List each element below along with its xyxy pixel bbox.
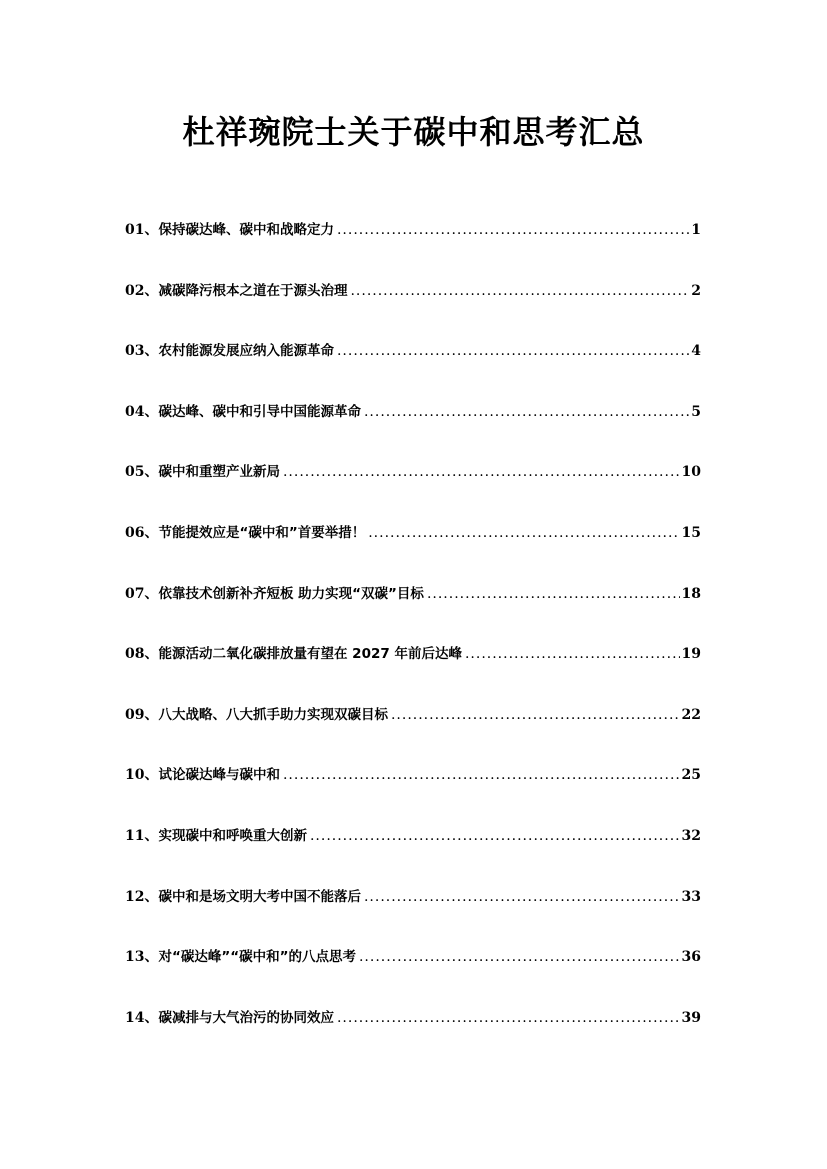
toc-dot-leader (364, 399, 689, 425)
toc-entry-number: 11、 (125, 827, 159, 844)
toc-dot-leader (359, 944, 680, 970)
toc-dot-leader (283, 762, 680, 788)
toc-entry[interactable] (125, 338, 701, 399)
toc-dot-leader (337, 217, 689, 243)
toc-entry[interactable] (125, 884, 701, 945)
toc-entry[interactable] (125, 702, 701, 763)
toc-entry-title: 减碳降污根本之道在于源头治理 (158, 282, 348, 299)
toc-entry[interactable] (125, 399, 701, 460)
toc-entry-number: 10、 (125, 767, 159, 784)
toc-entry-number: 09、 (125, 706, 159, 723)
toc-dot-leader (368, 520, 679, 546)
toc-entry-page: 25 (681, 767, 701, 784)
toc-entry-title: 碳减排与大气治污的协同效应 (158, 1009, 334, 1026)
toc-entry-page: 15 (681, 524, 701, 541)
toc-entry-number: 02、 (125, 282, 159, 299)
toc-entry[interactable] (125, 459, 701, 520)
toc-entry-title: 对“碳达峰”“碳中和”的八点思考 (158, 949, 356, 966)
toc-entry-number: 03、 (125, 343, 159, 360)
toc-entry-page: 2 (691, 282, 701, 299)
toc-entry[interactable] (125, 823, 701, 884)
toc-entry[interactable] (125, 1005, 701, 1066)
toc-dot-leader (391, 702, 680, 728)
toc-entry-title: 节能提效应是“碳中和”首要举措！ (158, 524, 366, 541)
toc-dot-leader (427, 581, 680, 607)
toc-entry-page: 22 (681, 706, 701, 723)
toc-entry-title: 能源活动二氧化碳排放量有望在 2027 年前后达峰 (158, 646, 462, 663)
toc-entry-number: 06、 (125, 524, 159, 541)
toc-entry-title: 农村能源发展应纳入能源革命 (158, 343, 334, 360)
toc-entry-title: 碳中和是场文明大考中国不能落后 (158, 888, 361, 905)
toc-entry-page: 18 (681, 585, 701, 602)
toc-entry-number: 01、 (125, 222, 159, 238)
toc-entry-title: 八大战略、八大抓手助力实现双碳目标 (158, 706, 388, 723)
toc-entry[interactable] (125, 641, 701, 702)
toc-entry-title: 碳中和重塑产业新局 (158, 464, 280, 481)
toc-dot-leader (465, 641, 680, 667)
toc-entry-title: 实现碳中和呼唤重大创新 (158, 827, 307, 844)
toc-entry[interactable] (125, 944, 701, 1005)
table-of-contents (125, 217, 701, 1065)
toc-entry[interactable] (125, 520, 701, 581)
toc-entry[interactable] (125, 762, 701, 823)
toc-entry-page: 33 (681, 888, 701, 905)
toc-dot-leader (283, 459, 680, 485)
toc-entry-number: 05、 (125, 464, 159, 481)
toc-entry-number: 13、 (125, 949, 159, 966)
toc-dot-leader (364, 884, 680, 910)
toc-entry-title: 碳达峰、碳中和引导中国能源革命 (158, 403, 361, 420)
toc-entry-number: 04、 (125, 403, 159, 420)
toc-entry[interactable] (125, 278, 701, 339)
toc-entry-page: 10 (681, 464, 701, 481)
toc-entry-page: 5 (691, 403, 701, 420)
toc-entry-title: 保持碳达峰、碳中和战略定力 (158, 222, 334, 238)
toc-dot-leader (337, 1005, 680, 1031)
toc-entry-number: 12、 (125, 888, 159, 905)
toc-entry-number: 07、 (125, 585, 159, 602)
toc-entry-number: 08、 (125, 646, 159, 663)
toc-entry[interactable] (125, 581, 701, 642)
toc-entry-number: 14、 (125, 1009, 159, 1026)
toc-entry-page: 32 (681, 827, 701, 844)
toc-entry-page: 1 (691, 222, 701, 238)
toc-entry[interactable] (125, 217, 701, 278)
toc-entry-title: 依靠技术创新补齐短板 助力实现“双碳”目标 (158, 585, 424, 602)
toc-entry-page: 19 (681, 646, 701, 663)
toc-entry-page: 36 (681, 949, 701, 966)
toc-dot-leader (310, 823, 680, 849)
toc-entry-page: 4 (691, 343, 701, 360)
toc-entry-page: 39 (681, 1009, 701, 1026)
toc-dot-leader (350, 278, 689, 304)
toc-entry-title: 试论碳达峰与碳中和 (158, 767, 280, 784)
page-title: 杜祥琬院士关于碳中和思考汇总 (182, 113, 645, 151)
toc-dot-leader (337, 338, 689, 364)
